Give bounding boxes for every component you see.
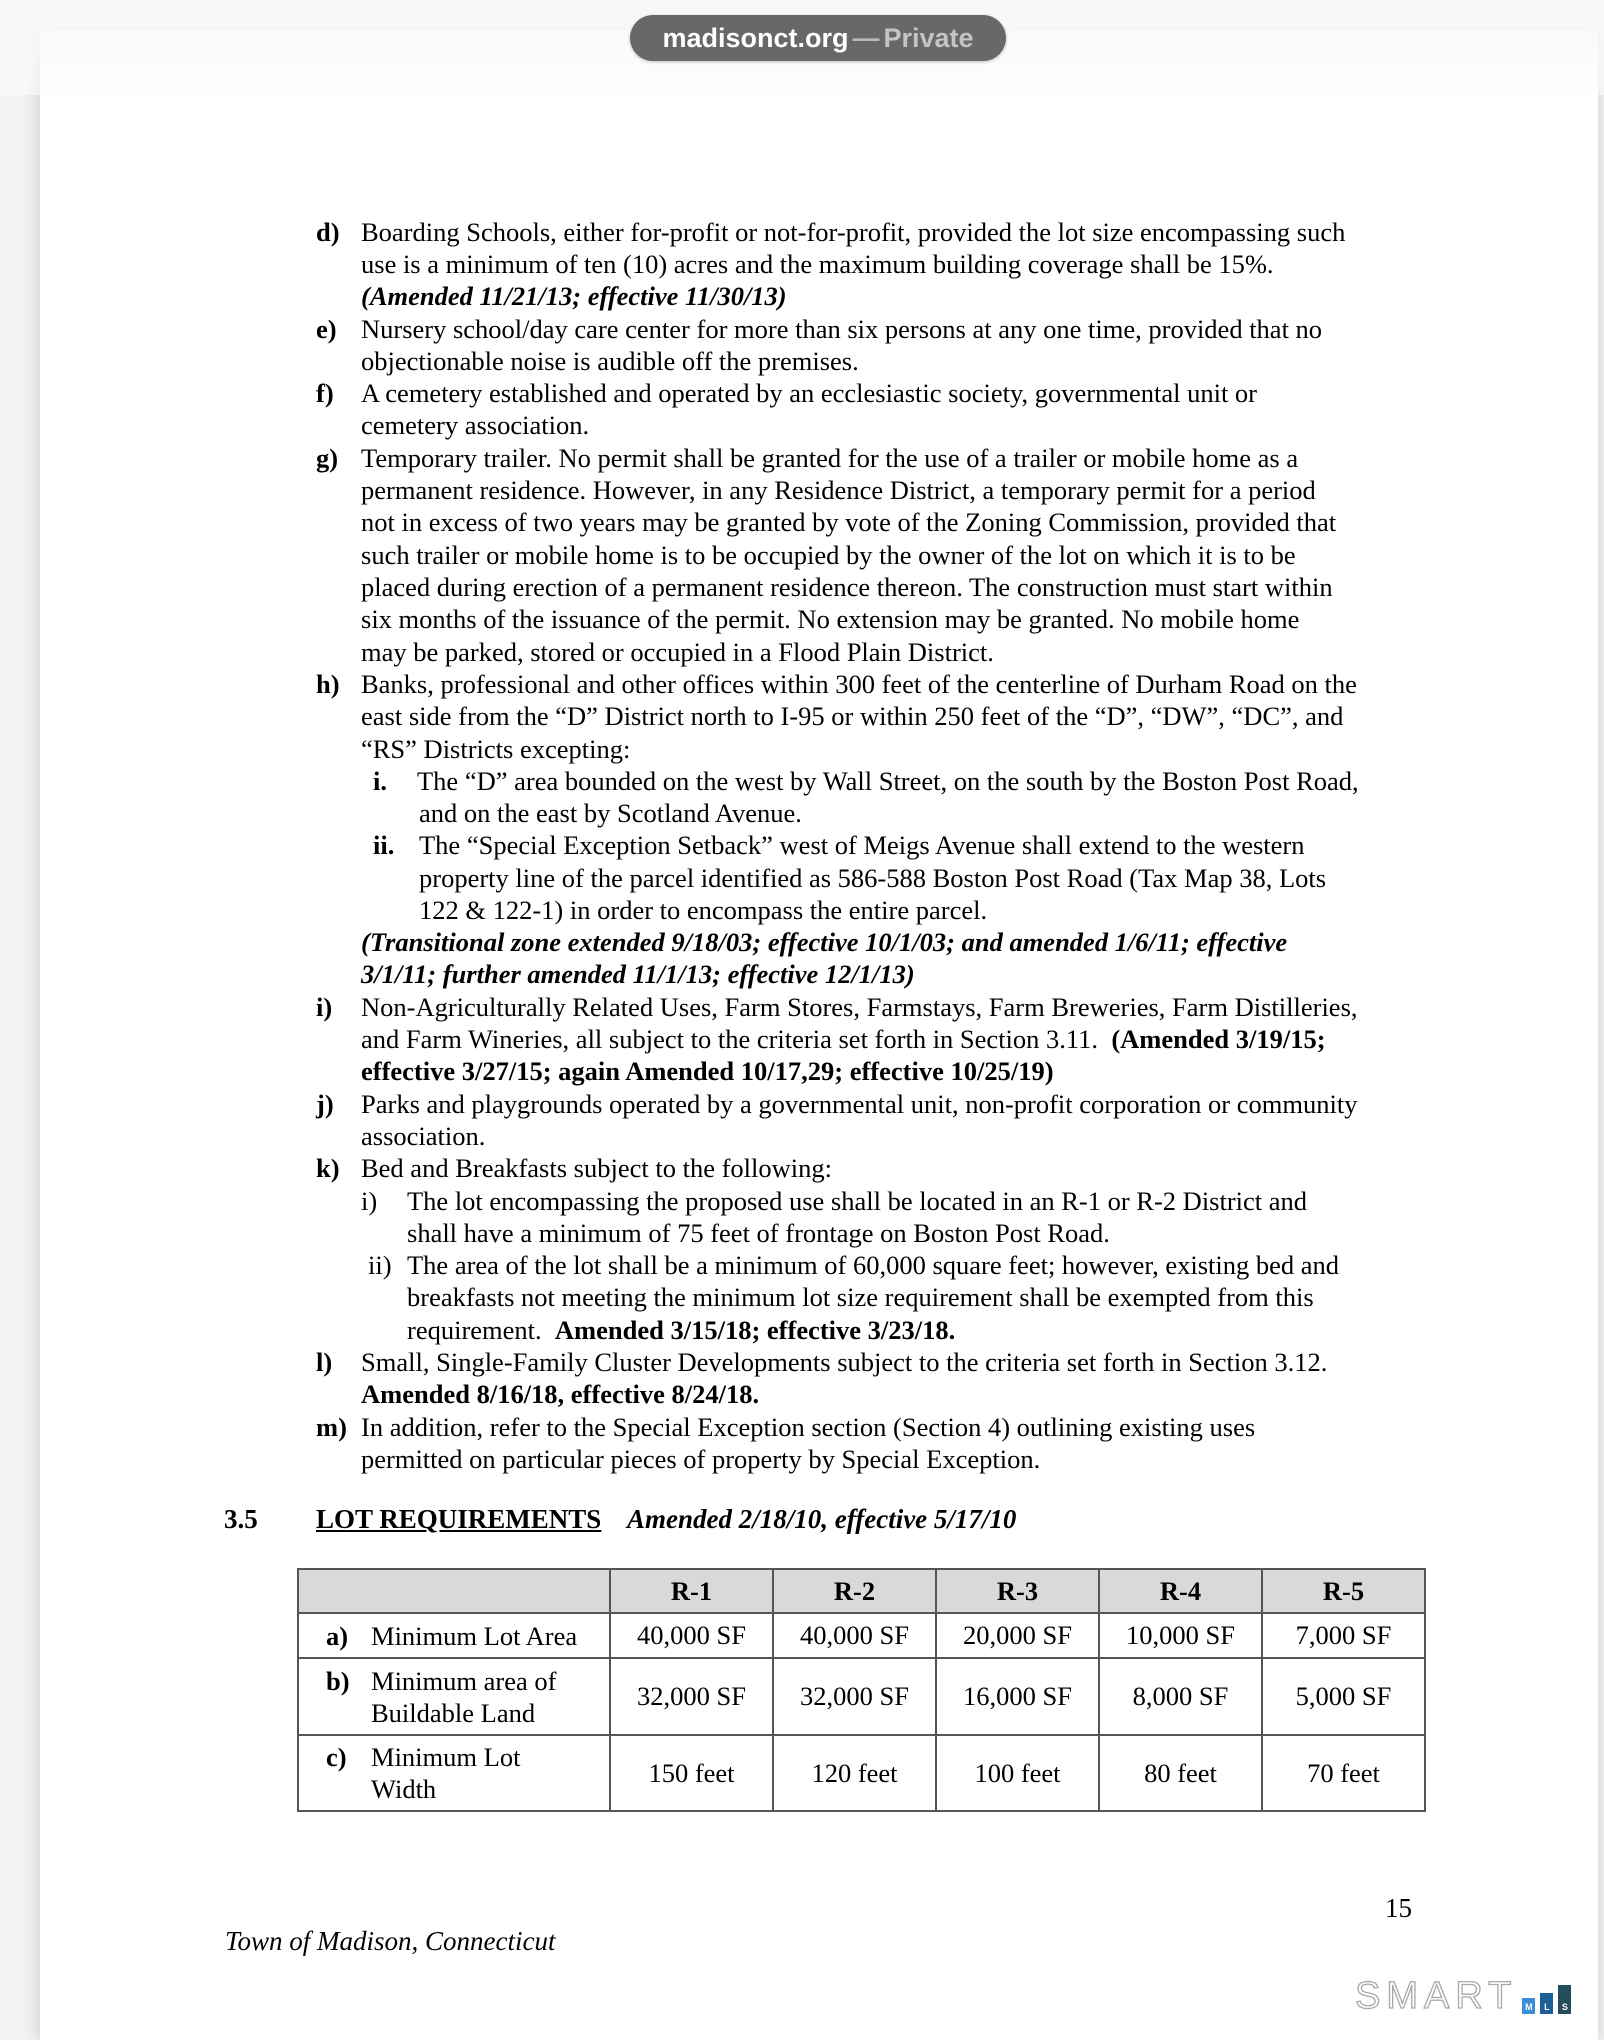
item-label: k) [316, 1153, 340, 1183]
row-label [371, 1741, 520, 1805]
item-text-line: permanent residence. However, in any Residence District, a temporary permit for a period [361, 475, 1316, 505]
item-text-line: Boarding Schools, either for-profit or not-for-profit, provided the lot size encompassing such [361, 217, 1346, 247]
section-title: LOT REQUIREMENTS [316, 1504, 602, 1534]
row-label-line: Buildable Land [371, 1697, 536, 1728]
item-label: i) [316, 992, 333, 1022]
table-cell: 70 feet [1262, 1735, 1425, 1811]
item-text-line: A cemetery established and operated by an ecclesiastic society, governmental unit or [361, 378, 1258, 408]
url-bar[interactable] [630, 15, 1006, 61]
table-cell: 10,000 SF [1099, 1613, 1262, 1658]
smart-wordmark: SMART [1355, 1975, 1518, 2017]
amendment-note: (Amended 3/19/15; [1111, 1024, 1326, 1054]
mls-bar-s-icon: S [1558, 1985, 1571, 2014]
sub-item-label: ii) [368, 1250, 392, 1280]
item-text-line: placed during erection of a permanent residence thereon. The construction must start within [361, 572, 1333, 602]
sub-item-text-line: and on the east by Scotland Avenue. [419, 798, 802, 828]
lot-requirements-table [297, 1568, 1426, 1812]
item-text: requirement. [407, 1315, 555, 1345]
row-label-line: Minimum Lot [371, 1742, 521, 1772]
table-row [298, 1613, 1425, 1658]
table-cell: 5,000 SF [1262, 1658, 1425, 1735]
sub-item-text-line: property line of the parcel identified as 586-588 Boston Post Road (Tax Map 38, Lots [419, 863, 1327, 893]
url-separator: — [852, 22, 880, 53]
row-key: c) [326, 1742, 347, 1772]
item-text-line: Banks, professional and other offices within 300 feet of the centerline of Durham Road on the [361, 669, 1357, 699]
table-row [298, 1658, 1425, 1735]
table-cell: 32,000 SF [610, 1658, 773, 1735]
item-text-line: objectionable noise is audible off the premises. [361, 346, 859, 376]
table-header-r5: R-5 [1262, 1569, 1425, 1613]
amendment-note: (Amended 11/21/13; effective 11/30/13) [361, 281, 787, 311]
row-label-cell [298, 1735, 610, 1811]
item-text-line: In addition, refer to the Special Exception section (Section 4) outlining existing uses [361, 1412, 1256, 1442]
item-label: j) [316, 1089, 334, 1119]
item-text-line: east side from the “D” District north to I-95 or within 250 feet of the “D”, “DW”, “DC”, and [361, 701, 1344, 731]
table-header-r3: R-3 [936, 1569, 1099, 1613]
amendment-note: effective 3/27/15; again Amended 10/17,29; effective 10/25/19) [361, 1056, 1054, 1086]
item-label: e) [316, 314, 337, 344]
private-mode-label: Private [883, 22, 974, 53]
sub-item-text-line: The “Special Exception Setback” west of Meigs Avenue shall extend to the western [419, 830, 1305, 860]
row-label: Minimum Lot Area [371, 1620, 578, 1651]
amendment-note: Amended 3/15/18; effective 3/23/18. [554, 1315, 956, 1345]
sub-item-label: i) [361, 1186, 378, 1216]
table-header-r1: R-1 [610, 1569, 773, 1613]
table-cell: 80 feet [1099, 1735, 1262, 1811]
section-number: 3.5 [224, 1504, 258, 1534]
item-label: g) [316, 443, 339, 473]
item-text-line: use is a minimum of ten (10) acres and the maximum building coverage shall be 15%. [361, 249, 1274, 279]
row-label-line: Width [371, 1774, 437, 1804]
sub-item-text-line: 122 & 122-1) in order to encompass the entire parcel. [419, 895, 988, 925]
table-cell: 32,000 SF [773, 1658, 936, 1735]
item-text-line: such trailer or mobile home is to be occupied by the owner of the lot on which it is to be [361, 540, 1296, 570]
item-text-line: not in excess of two years may be granted by vote of the Zoning Commission, provided that [361, 507, 1337, 537]
amendment-note: Amended 8/16/18, effective 8/24/18. [361, 1379, 760, 1409]
item-text-line: “RS” Districts excepting: [361, 734, 631, 764]
table-cell: 100 feet [936, 1735, 1099, 1811]
item-text-line: association. [361, 1121, 486, 1151]
item-text-line: cemetery association. [361, 410, 590, 440]
amendment-note: (Transitional zone extended 9/18/03; effective 10/1/03; and amended 1/6/11; effective [361, 927, 1288, 957]
url-domain: madisonct.org [662, 22, 849, 53]
item-text-line [361, 1023, 1326, 1055]
item-label: d) [316, 217, 340, 247]
sub-item-text-line: The “D” area bounded on the west by Wall Street, on the south by the Boston Post Road, [417, 766, 1359, 796]
item-label: l) [316, 1347, 333, 1377]
row-key: b) [326, 1665, 350, 1696]
item-text: and Farm Wineries, all subject to the criteria set forth in Section 3.11. [361, 1024, 1112, 1054]
table-cell: 120 feet [773, 1735, 936, 1811]
item-text-line: Parks and playgrounds operated by a governmental unit, non-profit corporation or community [361, 1089, 1358, 1119]
sub-item-label: ii. [373, 830, 395, 860]
table-row [298, 1735, 1425, 1811]
item-text-line: may be parked, stored or occupied in a Flood Plain District. [361, 637, 994, 667]
page-footer: Town of Madison, Connecticut [225, 1926, 556, 1956]
mls-bar-m-icon: M [1522, 1998, 1535, 2014]
table-header-r4: R-4 [1099, 1569, 1262, 1613]
mls-bar-l-icon: L [1540, 1993, 1553, 2014]
item-text-line: Temporary trailer. No permit shall be granted for the use of a trailer or mobile home as a [361, 443, 1299, 473]
amendment-note: 3/1/11; further amended 11/1/13; effective 12/1/13) [361, 959, 915, 989]
item-label: f) [316, 378, 334, 408]
item-text-line: Bed and Breakfasts subject to the following: [361, 1153, 833, 1183]
row-key: a) [326, 1620, 349, 1651]
row-label-cell [298, 1658, 610, 1735]
item-text-line: Non-Agriculturally Related Uses, Farm Stores, Farmstays, Farm Breweries, Farm Distilleries, [361, 992, 1358, 1022]
table-cell: 8,000 SF [1099, 1658, 1262, 1735]
row-label-cell [298, 1613, 610, 1658]
table-header-r2: R-2 [773, 1569, 936, 1613]
page-number: 15 [1385, 1893, 1412, 1923]
item-text-line: permitted on particular pieces of property by Special Exception. [361, 1444, 1041, 1474]
item-label: m) [316, 1412, 347, 1442]
table-cell: 20,000 SF [936, 1613, 1099, 1658]
item-text-line: Small, Single-Family Cluster Developments subject to the criteria set forth in Section 3.12. [361, 1347, 1328, 1377]
table-cell: 40,000 SF [610, 1613, 773, 1658]
item-text-line: Nursery school/day care center for more than six persons at any one time, provided that no [361, 314, 1323, 344]
row-label [371, 1665, 556, 1729]
table-cell: 40,000 SF [773, 1613, 936, 1658]
item-label: h) [316, 669, 340, 699]
item-text-line: six months of the issuance of the permit. No extension may be granted. No mobile home [361, 604, 1300, 634]
table-cell: 150 feet [610, 1735, 773, 1811]
sub-item-text-line: breakfasts not meeting the minimum lot size requirement shall be exempted from this [407, 1282, 1314, 1312]
sub-item-text-line: The area of the lot shall be a minimum of 60,000 square feet; however, existing bed and [407, 1250, 1340, 1280]
smart-mls-logo [1355, 1975, 1571, 2017]
sub-item-text-line: shall have a minimum of 75 feet of frontage on Boston Post Road. [407, 1218, 1110, 1248]
table-header-row [298, 1569, 1425, 1613]
table-cell: 7,000 SF [1262, 1613, 1425, 1658]
table-header-blank [298, 1569, 610, 1613]
sub-item-text-line [407, 1314, 955, 1346]
sub-item-label: i. [373, 766, 387, 796]
section-amendment: Amended 2/18/10, effective 5/17/10 [627, 1504, 1017, 1534]
table-cell: 16,000 SF [936, 1658, 1099, 1735]
sub-item-text-line: The lot encompassing the proposed use shall be located in an R-1 or R-2 District and [407, 1186, 1308, 1216]
row-label-line: Minimum area of [371, 1665, 557, 1696]
